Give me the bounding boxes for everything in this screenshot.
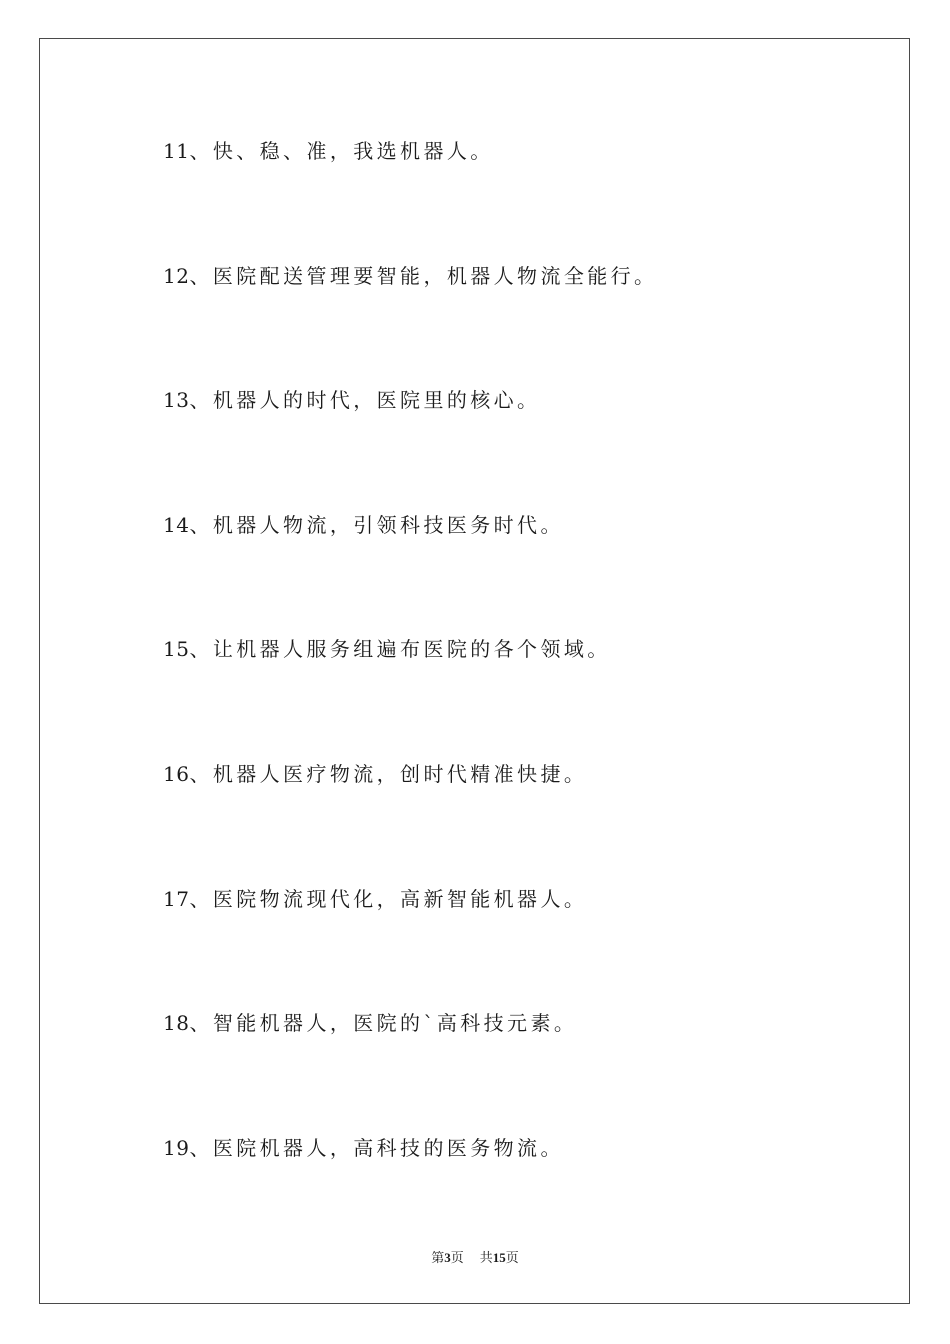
item-text: 机器人医疗物流，创时代精准快捷。 — [212, 761, 588, 786]
item-separator: 、 — [189, 886, 213, 911]
item-text: 机器人物流，引领科技医务时代。 — [212, 512, 564, 537]
slogan-list — [163, 133, 657, 1254]
page-total — [480, 1250, 519, 1265]
item-number: 15 — [163, 637, 190, 662]
page-number — [431, 1250, 464, 1265]
item-separator: 、 — [189, 761, 213, 786]
item-separator: 、 — [189, 637, 213, 662]
page-footer — [0, 1247, 950, 1266]
item-text: 机器人的时代，医院里的核心。 — [212, 388, 541, 413]
item-text: 快、稳、准，我选机器人。 — [212, 139, 494, 163]
list-item — [163, 258, 657, 383]
item-text: 智能机器人，医院的`高科技元素。 — [212, 1011, 578, 1036]
item-separator: 、 — [189, 1011, 213, 1036]
item-separator: 、 — [189, 263, 213, 288]
item-number: 14 — [163, 512, 190, 537]
list-item — [163, 881, 657, 1006]
page-suffix: 页 — [450, 1250, 464, 1265]
item-text: 让机器人服务组遍布医院的各个领域。 — [212, 637, 611, 662]
current-page: 3 — [444, 1250, 451, 1265]
item-number: 17 — [163, 886, 190, 911]
item-text: 医院机器人，高科技的医务物流。 — [212, 1135, 564, 1160]
list-item — [163, 1130, 657, 1255]
item-separator: 、 — [189, 512, 213, 537]
item-separator: 、 — [189, 388, 213, 413]
item-number: 13 — [163, 388, 190, 413]
item-number: 12 — [163, 263, 190, 288]
list-item — [163, 133, 657, 258]
list-item — [163, 507, 657, 632]
page-prefix: 第 — [431, 1250, 445, 1265]
total-suffix: 页 — [505, 1250, 519, 1265]
item-number: 19 — [163, 1135, 190, 1160]
item-text: 医院配送管理要智能，机器人物流全能行。 — [212, 263, 658, 288]
list-item — [163, 1005, 657, 1130]
item-number: 11 — [163, 139, 190, 163]
list-item — [163, 756, 657, 881]
item-number: 18 — [163, 1011, 190, 1036]
list-item — [163, 382, 657, 507]
total-pages: 15 — [492, 1250, 506, 1265]
item-separator: 、 — [189, 139, 213, 163]
item-number: 16 — [163, 761, 190, 786]
item-separator: 、 — [189, 1135, 213, 1160]
list-item — [163, 631, 657, 756]
total-prefix: 共 — [479, 1250, 493, 1265]
item-text: 医院物流现代化，高新智能机器人。 — [212, 886, 588, 911]
